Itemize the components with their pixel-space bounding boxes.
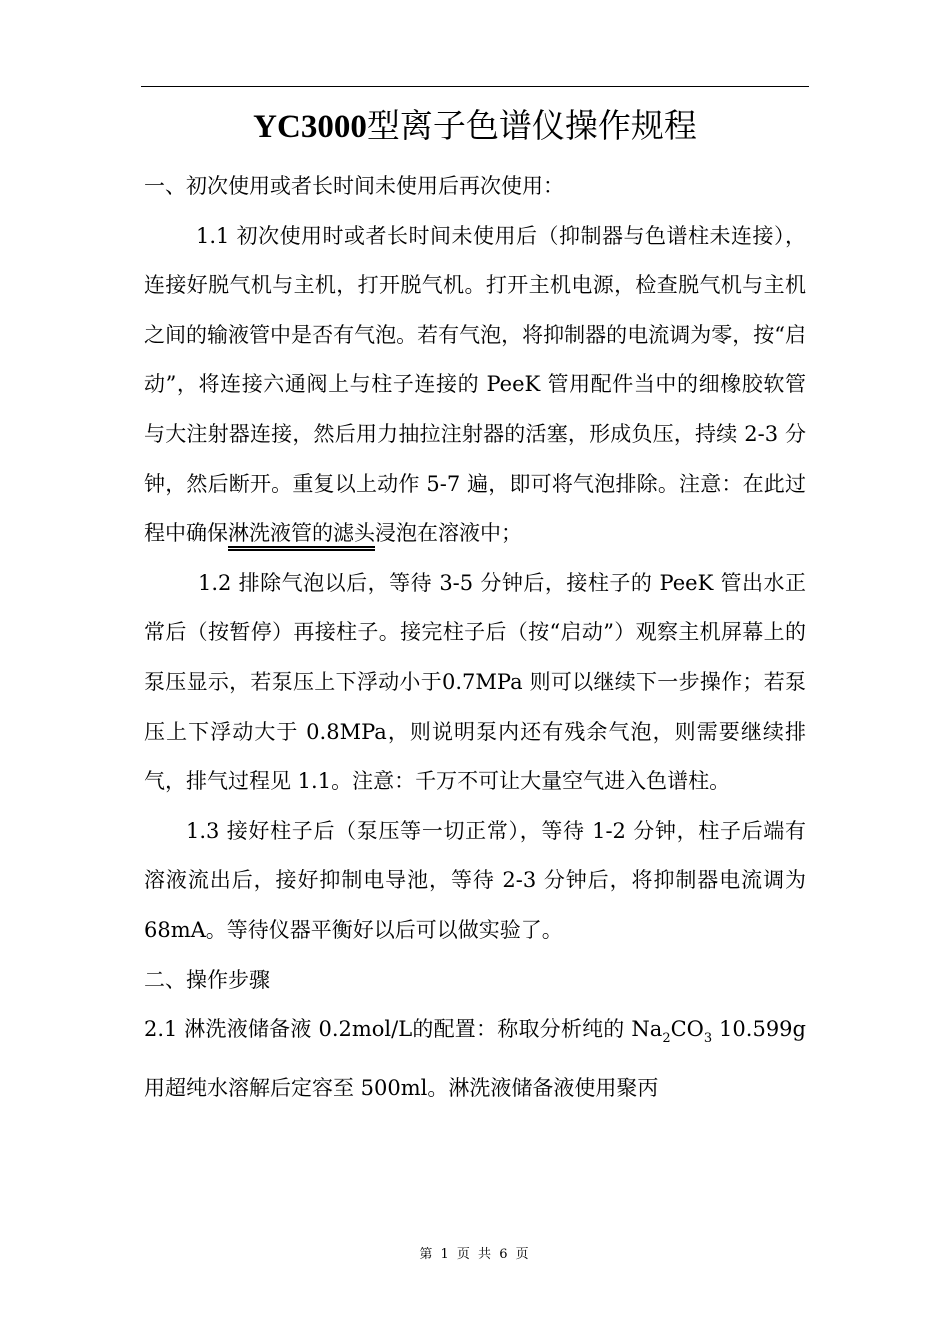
paragraph-1-2: 1.2 排除气泡以后，等待 3-5 分钟后，接柱子的 PeeK 管出水正常后（按暂停）再接柱子。接完柱子后（按“启动”）观察主机屏幕上的泵压显示，若泵压上下浮动小于0.7MPa 则可以继续下一步操作；若泵压上下浮动大于 0.8MPa，则说明泵内还有残余气泡，则需要继续排气，排气过程见 1.1。注意：千万不可让大量空气进入色谱柱。: [144, 570, 806, 794]
header-rule: [141, 86, 809, 87]
paragraph-1-3: 1.3 接好柱子后（泵压等一切正常），等待 1-2 分钟，柱子后端有溶液流出后，接好抑制电导池，等待 2-3 分钟后，将抑制器电流调为 68mA。等待仪器平衡好以后可以做实验了。: [144, 818, 806, 942]
paragraph-1-1: [144, 212, 806, 559]
title-text: 型离子色谱仪操作规程: [366, 106, 697, 145]
subscript-2: 2: [662, 1031, 671, 1047]
paragraph-2-1-text-a: 2.1 淋洗液储备液 0.2mol/L的配置：称取分析纯的 Na: [144, 1017, 663, 1042]
paragraph-1-1-text-b: 浸泡在溶液中；: [375, 521, 522, 546]
paragraph-2-1-text-b: CO: [670, 1017, 704, 1042]
document-title: [141, 104, 809, 149]
paragraph-2-1: [144, 1005, 806, 1113]
paragraph-1-1-text-a: 1.1 初次使用时或者长时间未使用后（抑制器与色谱柱未连接），连接好脱气机与主机，打开脱气机。打开主机电源，检查脱气机与主机之间的输液管中是否有气泡。若有气泡，将抑制器的电流调为零，按“启动”，将连接六通阀上与柱子连接的 PeeK 管用配件当中的细橡胶软管与大注射器连接，然后用力抽拉注射器的活塞，形成负压，持续 2-3 分钟，然后断开。重复以上动作 5-7 遍，即可将气泡排除。注意：在此过程中确保: [144, 223, 806, 546]
underlined-phrase: 淋洗液管的滤头: [228, 521, 375, 546]
subscript-3: 3: [703, 1031, 713, 1047]
document-body: [144, 162, 806, 1113]
section-heading-1: 一、初次使用或者长时间未使用后再次使用：: [144, 174, 564, 198]
title-model: YC3000: [253, 109, 367, 145]
section-heading-2: 二、操作步骤: [144, 967, 270, 992]
paragraph-2-1-text-c: 10.599g 用超纯水溶解后定容至 500ml。淋洗液储备液使用聚丙: [144, 1017, 806, 1100]
page-footer: 第 1 页 共 6 页: [419, 1247, 531, 1262]
